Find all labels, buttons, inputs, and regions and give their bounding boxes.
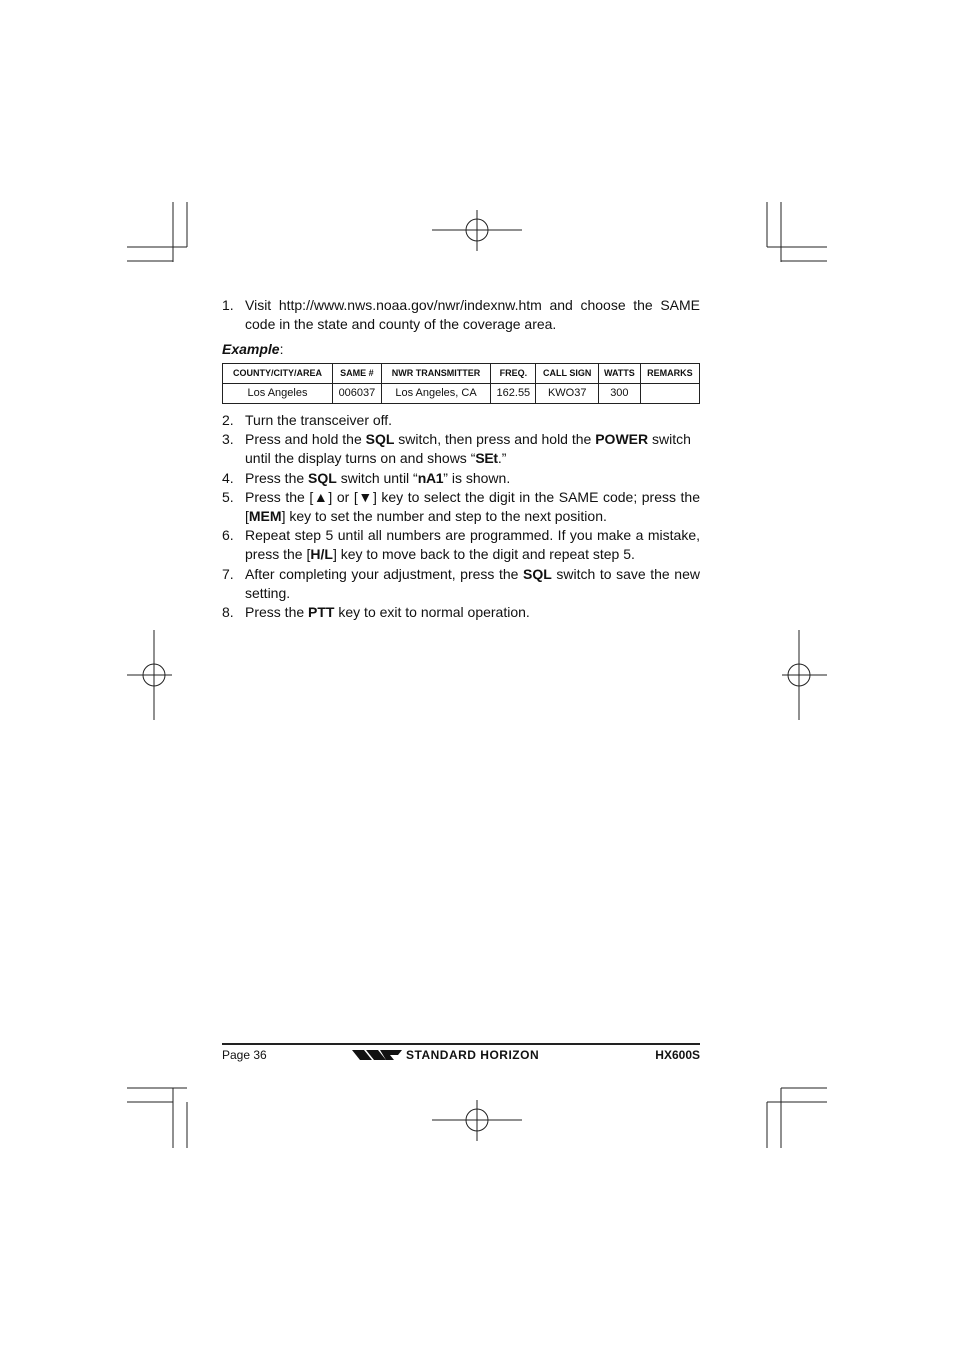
brand-logo — [352, 1047, 539, 1063]
bold-term: SQL — [523, 565, 552, 582]
step-item — [222, 411, 700, 430]
step-item — [222, 430, 700, 468]
text-run: Turn the transceiver off. — [245, 412, 393, 429]
text-run: .” — [497, 450, 507, 467]
step-text — [245, 296, 700, 334]
text-run: Press the — [245, 604, 309, 621]
table-cell: Los Angeles, CA — [381, 383, 490, 403]
steps-list-top — [222, 296, 700, 334]
table-body — [223, 383, 700, 403]
step-text — [245, 469, 700, 488]
text-run: ] or [ — [328, 488, 358, 505]
text-run: switch until “ — [336, 469, 418, 486]
text-run: Press the [ — [245, 488, 314, 505]
step-text — [245, 565, 700, 603]
table-header-cell: NWR TRANSMITTER — [381, 363, 490, 383]
lcd-display-text: SEt — [475, 450, 498, 467]
table-header-row — [223, 363, 700, 383]
table-header-cell: CALL SIGN — [536, 363, 598, 383]
step-number: 6. — [222, 527, 234, 544]
step-number: 3. — [222, 431, 234, 448]
table-header-cell: SAME # — [333, 363, 382, 383]
step-text — [245, 526, 700, 564]
table-header-cell: FREQ. — [491, 363, 536, 383]
lcd-display-text: nA1 — [417, 469, 444, 486]
steps-list — [222, 411, 700, 622]
text-run: ] key to move back to the digit and repeat step 5. — [332, 546, 635, 563]
bold-term: H/L — [310, 546, 333, 563]
step-item — [222, 603, 700, 622]
table-row — [223, 383, 700, 403]
text-run: switch until the display turns on and shows “ — [245, 431, 691, 467]
text-run: Press and hold the — [245, 431, 366, 448]
table-cell: 300 — [598, 383, 640, 403]
table-cell: KWO37 — [536, 383, 598, 403]
step-item — [222, 469, 700, 488]
bold-term: ▼ — [357, 488, 373, 505]
bold-term: ▲ — [313, 488, 329, 505]
model-name: HX600S — [655, 1048, 700, 1062]
step-number: 8. — [222, 604, 234, 621]
text-run: ] key to set the number and step to the next position. — [281, 508, 607, 525]
step-text — [245, 411, 700, 430]
bold-term: SQL — [365, 431, 395, 448]
table-header-cell: COUNTY/CITY/AREA — [223, 363, 333, 383]
table-header-cell: REMARKS — [640, 363, 699, 383]
text-run: switch, then press and hold the — [394, 431, 596, 448]
step-number: 4. — [222, 469, 234, 486]
step-number: 5. — [222, 488, 234, 505]
page-number: Page 36 — [222, 1048, 267, 1062]
instruction-content — [222, 296, 700, 622]
bold-term: PTT — [308, 604, 335, 621]
step-number: 7. — [222, 565, 234, 582]
bold-term: SQL — [308, 469, 337, 486]
text-run: key to exit to normal operation. — [334, 604, 530, 621]
bold-term: MEM — [248, 508, 282, 525]
footer-rule — [222, 1043, 700, 1045]
nwr-example-table — [222, 363, 700, 404]
example-label: Example — [222, 341, 280, 358]
step-text — [245, 603, 700, 622]
text-run: Press the — [245, 469, 309, 486]
example-colon: : — [279, 341, 284, 358]
step-item — [222, 296, 700, 334]
step-item — [222, 526, 700, 564]
table-header-cell: WATTS — [598, 363, 640, 383]
text-run: ] key to select the digit in the SAME code; press the [ — [245, 488, 701, 525]
table-cell: 006037 — [333, 383, 382, 403]
standard-horizon-logo-icon — [352, 1047, 402, 1063]
step-number: 2. — [222, 412, 234, 429]
step-item — [222, 488, 700, 526]
step-text — [245, 430, 700, 468]
brand-name: STANDARD HORIZON — [406, 1048, 540, 1062]
step-number: 1. — [222, 297, 234, 313]
bold-term: POWER — [595, 431, 649, 448]
text-run: Visit http://www.nws.noaa.gov/nwr/indexnw.htm and choose the SAME code in the state and county of the coverage area. — [245, 297, 700, 333]
table-cell — [640, 383, 699, 403]
step-text — [245, 488, 700, 526]
table-cell: Los Angeles — [223, 383, 333, 403]
example-heading — [222, 340, 700, 359]
text-run: After completing your adjustment, press the — [245, 565, 524, 582]
text-run: ” is shown. — [443, 469, 511, 486]
step-item — [222, 565, 700, 603]
text-run: Repeat step 5 until all numbers are programmed. If you make a mistake, press the [ — [245, 527, 700, 563]
table-cell: 162.55 — [491, 383, 536, 403]
text-run: switch to save the new setting. — [245, 565, 700, 601]
